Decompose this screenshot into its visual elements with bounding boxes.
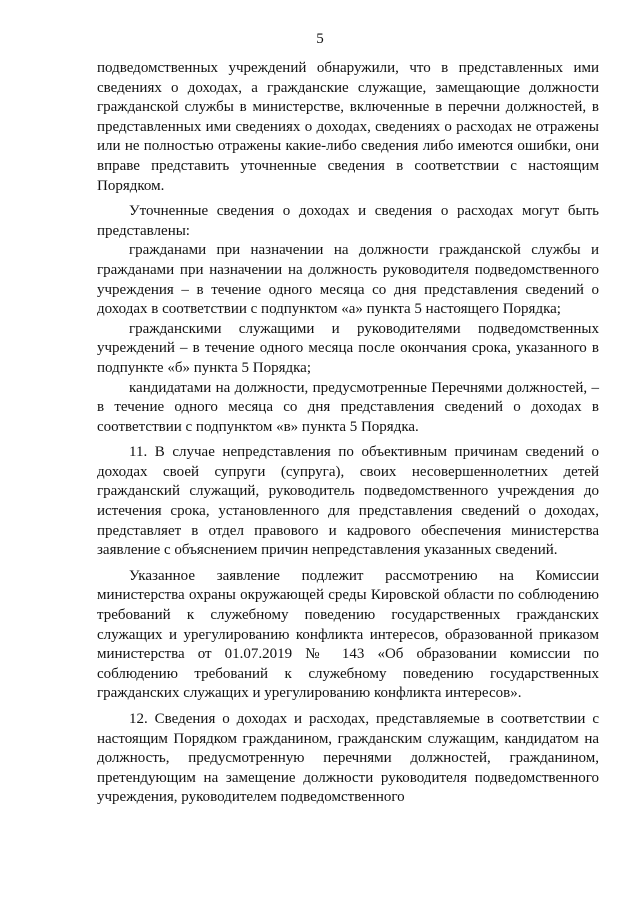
paragraph: Указанное заявление подлежит рассмотрению на Комиссии министерства охраны окружающей среды Кировской области по соблюдению требований к служебному поведению государственных гражданских служащих и урегулированию конфликта интересов, образованной приказом министерства от 01.07.2019 № 143 «Об образовании комиссии по соблюдению требований к служебному поведению государственных гражданских служащих и урегулированию конфликта интересов». <box>97 567 599 702</box>
paragraph: кандидатами на должности, предусмотренные Перечнями должностей, – в течение одного месяца со дня представления сведений о доходах в соответствии с подпунктом «в» пункта 5 Порядка. <box>97 379 599 435</box>
paragraph-continuation: подведомственных учреждений обнаружили, что в представленных ими сведениях о доходах, а гражданские служащие, замещающие должности гражданской службы в министерстве, включенные в перечни должностей, в представленных ими сведениях о доходах, сведениях о расходах не отражены или не полностью отражены какие-либо сведения либо имеются ошибки, они вправе представить уточненные сведения в соответствии с настоящим Порядком. <box>97 60 599 194</box>
paragraph-item-11: 11. В случае непредставления по объективным причинам сведений о доходах своей супруги (супруга), своих несовершеннолетних детей гражданский служащий, руководитель подведомственного учреждения до истечения срока, установленного для представления сведений о доходах, представляет в отдел правового и кадрового обеспечения министерства заявление с объяснением причин непредставления указанных сведений. <box>97 444 599 559</box>
paragraph: гражданами при назначении на должности гражданской службы и гражданами при назначении на должность руководителя подведомственного учреждения – в течение одного месяца со дня представления сведений о доходах в соответствии с подпунктом «а» пункта 5 настоящего Порядка; <box>97 242 599 318</box>
paragraph-item-12: 12. Сведения о доходах и расходах, представляемые в соответствии с настоящим Порядком гражданином, гражданским служащим, кандидатом на должность, предусмотренную перечнями должностей, гражданином, претендующим на замещение должности руководителя подведомственного учреждения, руководителем подведомственного <box>97 711 599 806</box>
paragraph: гражданскими служащими и руководителями подведомственных учреждений – в течение одного месяца после окончания срока, указанного в подпункте «б» пункта 5 Порядка; <box>97 320 599 376</box>
paragraph: Уточненные сведения о доходах и сведения о расходах могут быть представлены: <box>97 203 599 239</box>
document-body <box>97 59 599 808</box>
page-number: 5 <box>316 31 324 47</box>
